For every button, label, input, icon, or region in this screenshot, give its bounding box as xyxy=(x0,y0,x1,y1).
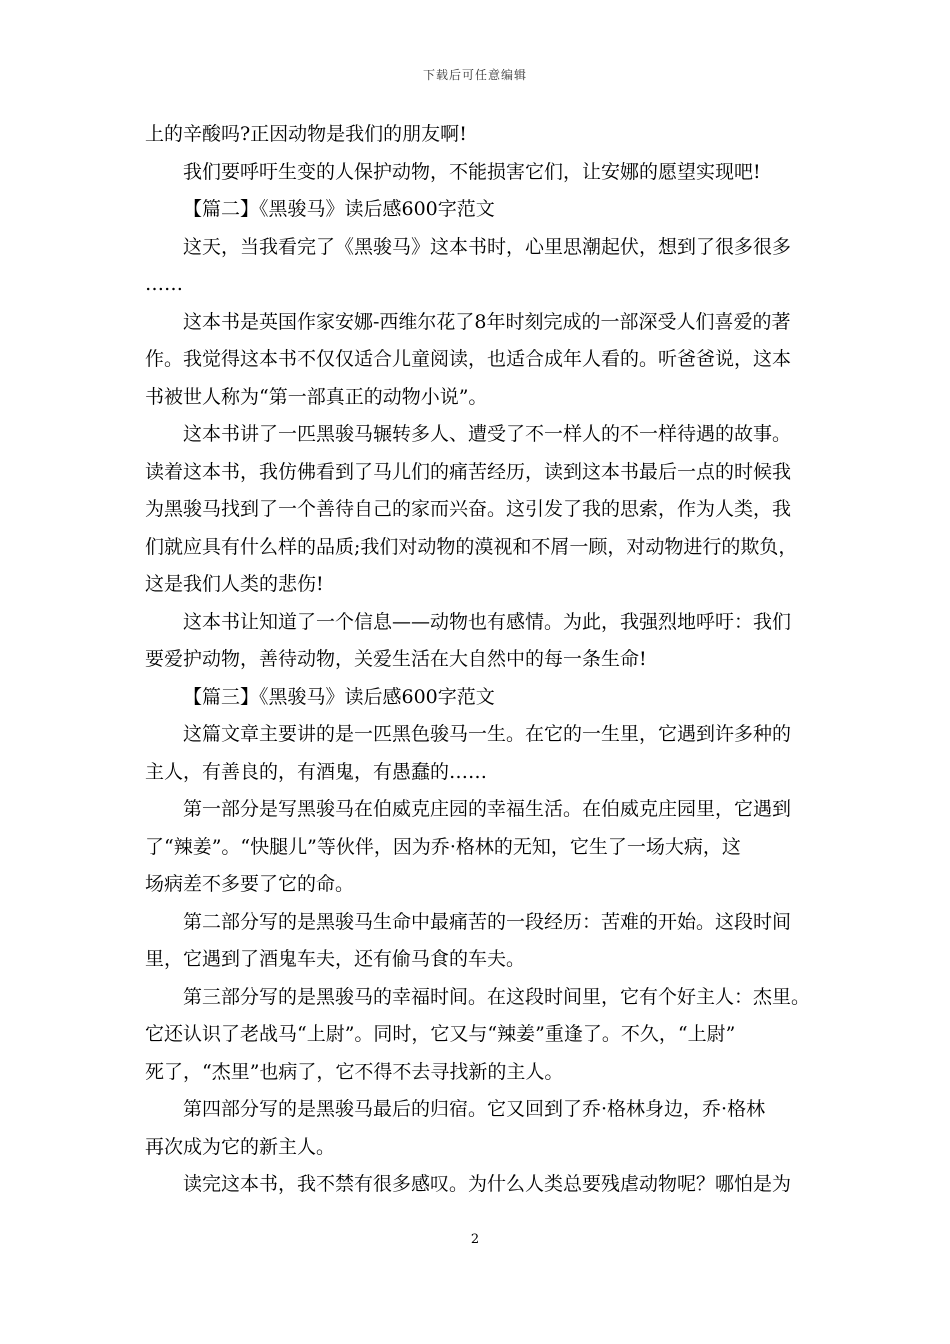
text-line: 这篇文章主要讲的是一匹黑色骏马一生。在它的一生里，它遇到许多种的 xyxy=(183,723,792,745)
text-line: 【篇二】《黑骏马》读后感600字范文 xyxy=(183,198,495,220)
text-line: 们就应具有什么样的品质;我们对动物的漠视和不屑一顾，对动物进行的欺负， xyxy=(145,535,798,558)
text-line: 死了，“杰里”也病了，它不得不去寻找新的主人。 xyxy=(145,1060,564,1083)
text-line: 第三部分写的是黑骏马的幸福时间。在这段时间里，它有个好主人：杰里。 xyxy=(183,985,810,1008)
text-line: 它还认识了老战马“上尉”。同时，它又与“辣姜”重逢了。不久，“上尉” xyxy=(145,1023,736,1045)
text-line: 第一部分是写黑骏马在伯威克庄园的幸福生活。在伯威克庄园里，它遇到 xyxy=(183,798,792,820)
text-line: …… xyxy=(145,273,183,295)
text-line: 作。我觉得这本书不仅仅适合儿童阅读，也适合成年人看的。听爸爸说，这本 xyxy=(145,348,792,370)
text-line: 场病差不多要了它的命。 xyxy=(145,873,355,895)
page-number: 2 xyxy=(470,1232,480,1247)
text-line: 这本书让知道了一个信息——动物也有感情。为此，我强烈地呼吁：我们 xyxy=(183,610,792,633)
text-line: 第四部分写的是黑骏马最后的归宿。它又回到了乔·格林身边，乔·格林 xyxy=(183,1098,766,1120)
text-line: 读着这本书，我仿佛看到了马儿们的痛苦经历，读到这本书最后一点的时候我 xyxy=(145,460,792,483)
text-line: 为黑骏马找到了一个善待自己的家而兴奋。这引发了我的思索，作为人类，我 xyxy=(145,498,792,520)
text-line: 读完这本书，我不禁有很多感叹。为什么人类总要残虐动物呢？哪怕是为 xyxy=(183,1173,792,1195)
text-line: 这天，当我看完了《黑骏马》这本书时，心里思潮起伏，想到了很多很多 xyxy=(183,235,792,258)
text-line: 这是我们人类的悲伤! xyxy=(145,573,324,595)
text-line: 要爱护动物，善待动物，关爱生活在大自然中的每一条生命! xyxy=(145,648,647,670)
text-line: 书被世人称为“第一部真正的动物小说”。 xyxy=(145,385,488,408)
text-line: 这本书是英国作家安娜-西维尔花了8年时刻完成的一部深受人们喜爱的著 xyxy=(183,310,791,333)
text-line: 再次成为它的新主人。 xyxy=(145,1135,336,1158)
text-line: 上的辛酸吗?正因动物是我们的朋友啊! xyxy=(145,123,467,145)
text-line: 这本书讲了一匹黑骏马辗转多人、遭受了不一样人的不一样待遇的故事。 xyxy=(183,423,792,445)
text-line: 第二部分写的是黑骏马生命中最痛苦的一段经历：苦难的开始。这段时间 xyxy=(183,910,792,933)
text-line: 主人，有善良的，有酒鬼，有愚蠢的…… xyxy=(145,760,488,783)
document-body xyxy=(145,116,810,1204)
text-line: 了“辣姜”。“快腿儿”等伙伴，因为乔·格林的无知，它生了一场大病，这 xyxy=(145,835,741,858)
text-line: 我们要呼吁生变的人保护动物，不能损害它们，让安娜的愿望实现吧! xyxy=(183,160,761,183)
text-line: 里，它遇到了酒鬼车夫，还有偷马食的车夫。 xyxy=(145,948,526,970)
page-header: 下载后可任意编辑 xyxy=(422,68,527,82)
text-line: 【篇三】《黑骏马》读后感600字范文 xyxy=(183,685,495,708)
